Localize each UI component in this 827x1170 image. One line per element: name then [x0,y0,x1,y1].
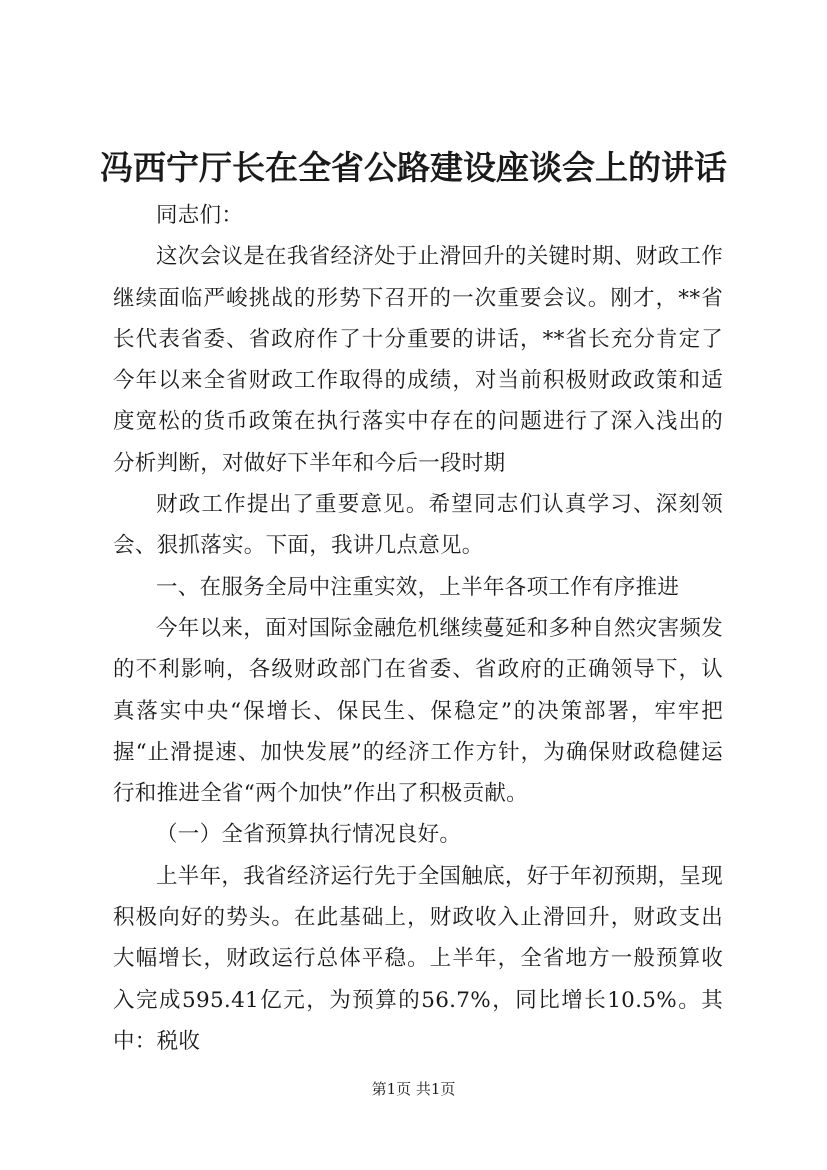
paragraph-budget-execution: 上半年，我省经济运行先于全国触底，好于年初预期，呈现积极向好的势头。在此基础上，财政收入止滑回升，财政支出大幅增长，财政运行总体平稳。上半年，全省地方一般预算收入完成595.41亿元，为预算的56.7%，同比增长10.5%。其中：税收 [113,863,723,1054]
subsection-heading-1: （一）全省预算执行情况良好。 [156,822,462,848]
document-title: 冯西宁厅长在全省公路建设座谈会上的讲话 [100,148,727,187]
section-heading-1: 一、在服务全局中注重实效，上半年各项工作有序推进 [156,574,680,600]
paragraph-salutation: 同志们： [156,203,244,228]
paragraph-opening-continued: 财政工作提出了重要意见。希望同志们认真学习、深刻领会、狠抓落实。下面，我讲几点意见。 [113,492,723,559]
page-footer: 第1页 共1页 [371,1080,456,1098]
document-body [113,195,723,1062]
paragraph-opening: 这次会议是在我省经济处于止滑回升的关键时期、财政工作继续面临严峻挑战的形势下召开的一次重要会议。刚才，**省长代表省委、省政府作了十分重要的讲话，**省长充分肯定了今年以来全省财政工作取得的成绩，对当前积极财政政策和适度宽松的货币政策在执行落实中存在的问题进行了深入浅出的分析判断，对做好下半年和今后一段时期 [113,244,723,476]
paragraph-section-1-intro: 今年以来，面对国际金融危机继续蔓延和多种自然灾害频发的不利影响，各级财政部门在省委、省政府的正确领导下，认真落实中央“保增长、保民生、保稳定”的决策部署，牢牢把握“止滑提速、加快发展”的经济工作方针，为确保财政稳健运行和推进全省“两个加快”作出了积极贡献。 [113,615,723,807]
